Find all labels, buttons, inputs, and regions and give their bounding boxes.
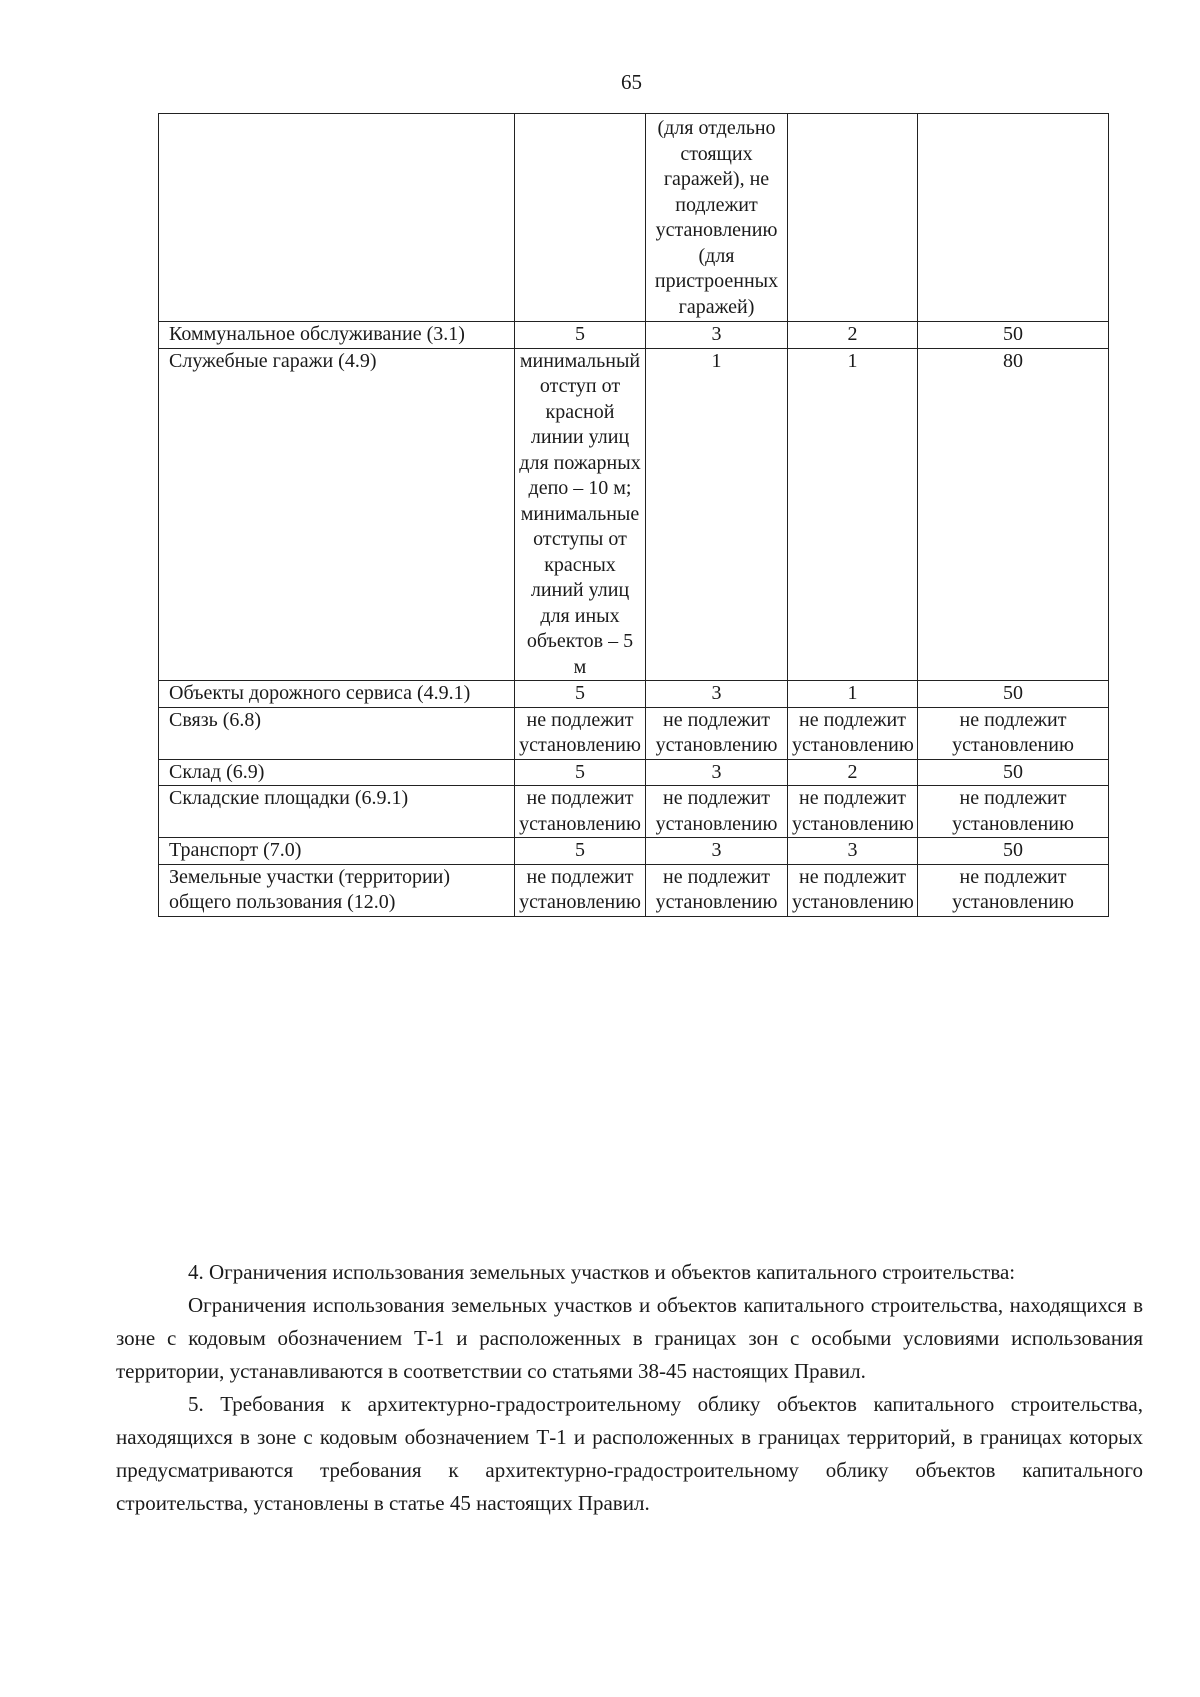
table-cell-col1: 5 <box>515 838 646 865</box>
table-cell-col4: 50 <box>918 322 1109 349</box>
table-cell-col3: не подлежит установлению <box>788 707 918 759</box>
table-cell-col4: не подлежит установлению <box>918 707 1109 759</box>
table-cell-name: Склад (6.9) <box>159 759 515 786</box>
table-row <box>159 322 1109 349</box>
table-cell-col4: 50 <box>918 838 1109 865</box>
table-cell-col4: не подлежит установлению <box>918 786 1109 838</box>
table-cell-name: Связь (6.8) <box>159 707 515 759</box>
table-cell-col2: (для отдельно стоящих гаражей), не подлежит установлению (для пристроенных гаражей) <box>646 114 788 322</box>
body-text <box>116 1256 1143 1520</box>
table-cell-col2: 3 <box>646 838 788 865</box>
table-row <box>159 786 1109 838</box>
table-row <box>159 348 1109 681</box>
table-cell-col3 <box>788 114 918 322</box>
table-cell-col1: минимальный отступ от красной линии улиц для пожарных депо – 10 м; минимальные отступы от красных линий улиц для иных объектов – 5 м <box>515 348 646 681</box>
table-cell-name: Земельные участки (территории) общего пользования (12.0) <box>159 864 515 916</box>
table-cell-col3: не подлежит установлению <box>788 864 918 916</box>
table-cell-col4 <box>918 114 1109 322</box>
table-cell-name: Складские площадки (6.9.1) <box>159 786 515 838</box>
table-cell-col2: не подлежит установлению <box>646 786 788 838</box>
table-cell-col1: не подлежит установлению <box>515 707 646 759</box>
table-cell-col3: не подлежит установлению <box>788 786 918 838</box>
table-row-continuation <box>159 114 1109 322</box>
table-row <box>159 759 1109 786</box>
table-cell-col2: не подлежит установлению <box>646 864 788 916</box>
table-cell-col3: 2 <box>788 322 918 349</box>
table-cell-col2: 3 <box>646 681 788 708</box>
table-cell-col4: 50 <box>918 759 1109 786</box>
table-cell-col2: 1 <box>646 348 788 681</box>
table-cell-col3: 2 <box>788 759 918 786</box>
table-cell-col1: не подлежит установлению <box>515 786 646 838</box>
table-cell-name: Транспорт (7.0) <box>159 838 515 865</box>
table-cell-col3: 1 <box>788 681 918 708</box>
table-cell-col4: 80 <box>918 348 1109 681</box>
table-cell-col2: 3 <box>646 322 788 349</box>
table-cell-name <box>159 114 515 322</box>
table-cell-col3: 1 <box>788 348 918 681</box>
table-row <box>159 864 1109 916</box>
table-cell-name: Объекты дорожного сервиса (4.9.1) <box>159 681 515 708</box>
table-cell-col1: 5 <box>515 322 646 349</box>
table-cell-col2: не подлежит установлению <box>646 707 788 759</box>
table-cell-col1 <box>515 114 646 322</box>
table-row <box>159 707 1109 759</box>
paragraph-architecture-requirements: 5. Требования к архитектурно-градостроительному облику объектов капитального строительства, находящихся в зоне с кодовым обозначением Т-1 и расположенных в границах территорий, в границах которых предусматриваются требования к архитектурно-градостроительному облику объектов капитального строительства, установлены в статье 45 настоящих Правил. <box>116 1392 1143 1515</box>
table-cell-col2: 3 <box>646 759 788 786</box>
table-cell-col3: 3 <box>788 838 918 865</box>
table-cell-col4: 50 <box>918 681 1109 708</box>
paragraph-restrictions: Ограничения использования земельных участков и объектов капитального строительства, находящихся в зоне с кодовым обозначением Т-1 и расположенных в границах зон с особыми условиями использования территории, устанавливаются в соответствии со статьями 38-45 настоящих Правил. <box>116 1293 1143 1383</box>
regulations-table <box>158 113 1109 917</box>
table-cell-col1: не подлежит установлению <box>515 864 646 916</box>
table-cell-name: Служебные гаражи (4.9) <box>159 348 515 681</box>
table-cell-name: Коммунальное обслуживание (3.1) <box>159 322 515 349</box>
table-row <box>159 838 1109 865</box>
table-cell-col4: не подлежит установлению <box>918 864 1109 916</box>
table-cell-col1: 5 <box>515 681 646 708</box>
table-row <box>159 681 1109 708</box>
paragraph-restrictions-heading: 4. Ограничения использования земельных участков и объектов капитального строительства: <box>188 1260 1016 1284</box>
table-cell-col1: 5 <box>515 759 646 786</box>
page-number: 65 <box>621 70 642 94</box>
